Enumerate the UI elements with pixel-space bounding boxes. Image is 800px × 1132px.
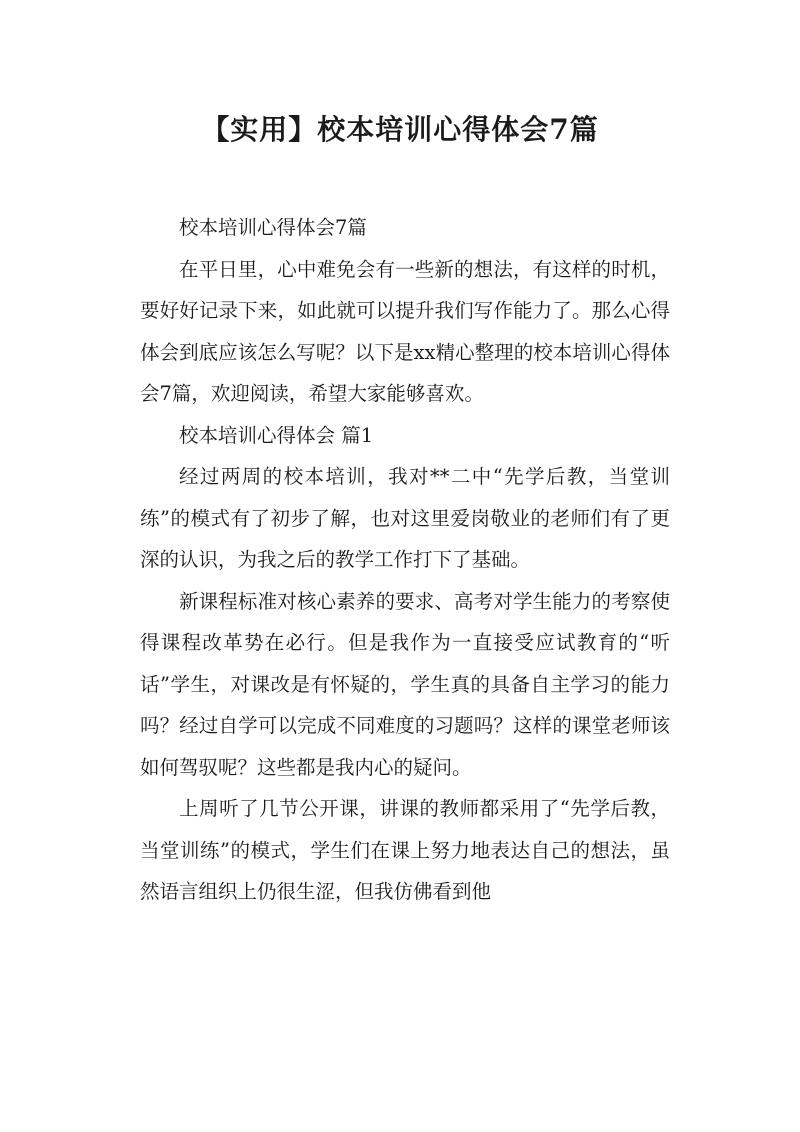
section-heading: 校本培训心得体会7篇: [179, 216, 367, 239]
body-paragraph: 上周听了几节公开课，讲课的教师都采用了“先学后教，当堂训练”的模式，学生们在课上努力地表达自己的想法，虽然语言组织上仍很生涩，但我仿佛看到他: [140, 797, 670, 903]
body-paragraph: 新课程标准对核心素养的要求、高考对学生能力的考察使得课程改革势在必行。但是我作为一直接受应试教育的“听话”学生，对课改是有怀疑的，学生真的具备自主学习的能力吗？经过自学可以完成不同难度的习题吗？这样的课堂老师该如何驾驭呢？这些都是我内心的疑问。: [140, 589, 670, 779]
document-title: 【实用】校本培训心得体会7篇: [201, 113, 599, 146]
intro-paragraph: 在平日里，心中难免会有一些新的想法，有这样的时机，要好好记录下来，如此就可以提升我们写作能力了。那么心得体会到底应该怎么写呢？以下是xx精心整理的校本培训心得体会7篇，欢迎阅读，希望大家能够喜欢。: [140, 257, 670, 405]
document-body: [140, 207, 670, 913]
section-heading: 校本培训心得体会 篇1: [179, 423, 374, 447]
body-paragraph: 经过两周的校本培训，我对**二中“先学后教，当堂训练”的模式有了初步了解，也对这里爱岗敬业的老师们有了更深的认识，为我之后的教学工作打下了基础。: [140, 465, 670, 571]
